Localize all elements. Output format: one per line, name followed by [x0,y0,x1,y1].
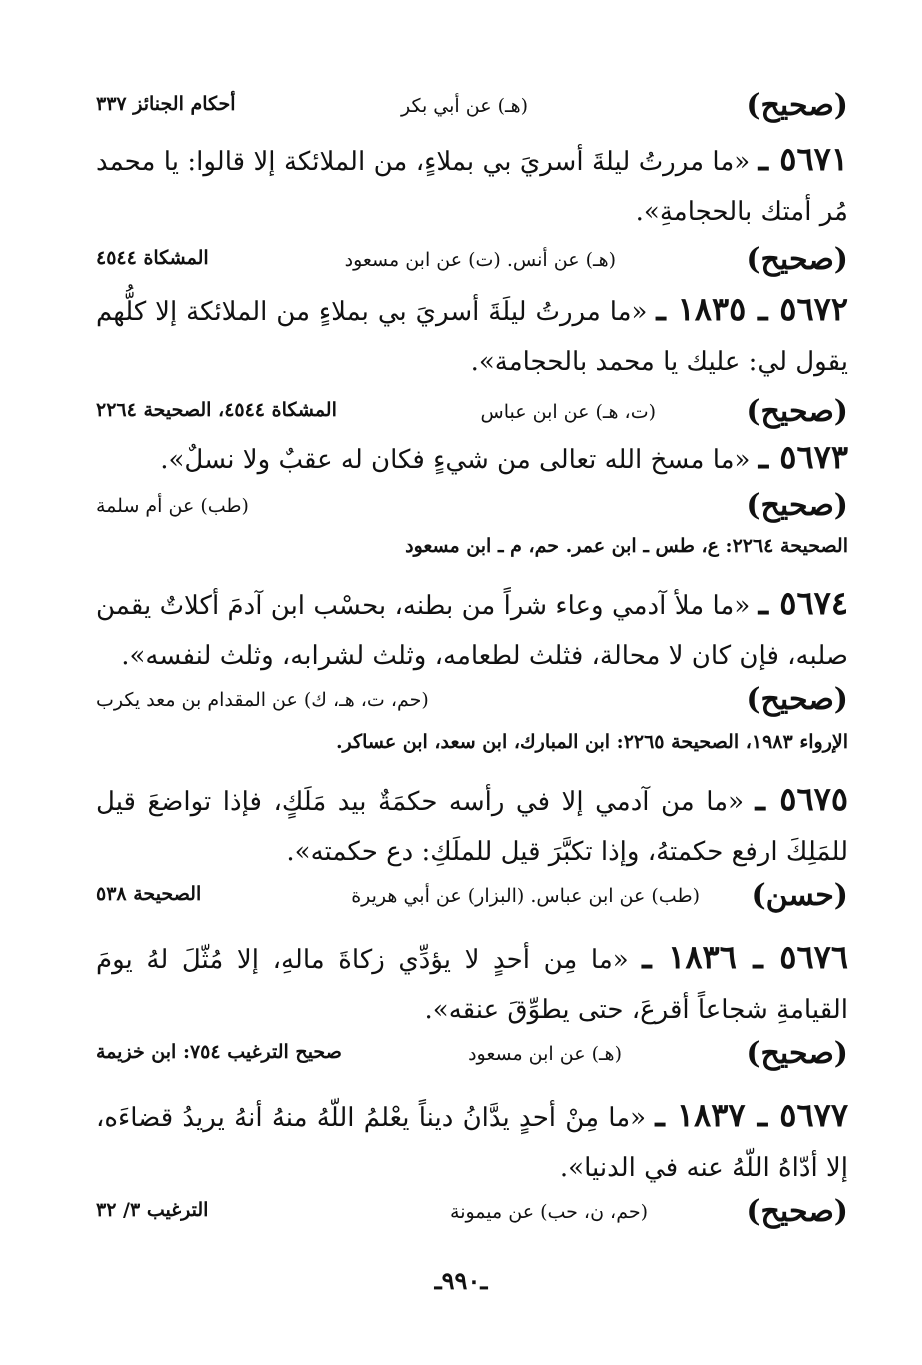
source-text: (ت، هـ) عن ابن عباس [480,401,656,423]
page-number: ـ٩٩٠ـ [434,1266,488,1295]
grade-line [96,392,848,436]
grade-line [96,240,848,284]
grade-label: (صحيح) [746,1036,848,1071]
hadith-text: «ما مررتُ ليلَةَ أسريَ بي بملاءٍ من الملائكة إلا كلُّهم يقول لي: عليك يا محمد بالحجامة». [96,297,848,377]
hadith-number: ٥٦٧١ ـ [758,140,849,178]
grade-line [96,876,848,920]
reference-text: صحيح الترغيب ٧٥٤: ابن خزيمة [96,1041,342,1063]
grade-label: (صحيح) [746,682,848,717]
hadith-number: ٥٦٧٢ ـ ١٨٣٥ ـ [656,290,849,328]
grade-label: (حسن) [751,878,848,913]
grade-line [96,486,848,530]
reference-text: أحكام الجنائز ٣٣٧ [96,93,236,115]
reference-text: المشكاة ٤٥٤٤، الصحيحة ٢٢٦٤ [96,399,337,421]
extra-reference: الإرواء ١٩٨٣، الصحيحة ٢٢٦٥: ابن المبارك، ابن سعد، ابن عساكر. [335,731,848,753]
hadith-number: ٥٦٧٧ ـ ١٨٣٧ ـ [655,1096,849,1134]
source-text: (طب) عن أم سلمة [96,495,249,517]
source-text: (طب) عن ابن عباس. (البزار) عن أبي هريرة [351,885,700,907]
hadith-number: ٥٦٧٤ ـ [758,584,848,622]
hadith-entry [96,932,848,1035]
source-text: (هـ) عن ابن مسعود [468,1043,622,1065]
hadith-entry [96,284,848,387]
hadith-entry [96,134,848,237]
hadith-number: ٥٦٧٦ ـ ١٨٣٦ ـ [642,938,849,976]
extra-reference: الصحيحة ٢٢٦٤: ع، طس ـ ابن عمر. حم، م ـ ابن مسعود [405,535,848,557]
grade-label: (صحيح) [746,242,848,277]
reference-text: الترغيب ٣/ ٣٢ [96,1199,209,1221]
hadith-number: ٥٦٧٥ ـ [755,780,849,818]
source-text: (هـ) عن أنس. (ت) عن ابن مسعود [344,249,616,271]
hadith-entry [96,1090,848,1193]
source-text: (هـ) عن أبي بكر [401,95,528,117]
grade-label: (صحيح) [746,1194,848,1229]
hadith-text: «ما مررتُ ليلةَ أسريَ بي بملاءٍ، من الملائكة إلا قالوا: يا محمد مُر أمتك بالحجامةِ». [96,147,848,227]
page-header [96,86,848,130]
grade-line [96,680,848,724]
grade-label: (صحيح) [746,394,848,429]
hadith-entry [96,432,848,485]
hadith-text: «ما مِن أحدٍ لا يؤدِّي زكاةَ مالهِ، إلا مُثّلَ لهُ يومَ القيامةِ شجاعاً أقرعَ، حتى يطوِّقَ عنقه». [96,945,848,1025]
grade-label: (صحيح) [746,88,848,123]
source-text: (حم، ت، هـ، ك) عن المقدام بن معد يكرب [96,689,429,711]
hadith-text: «ما مِنْ أحدٍ يدَّانُ ديناً يعْلمُ اللّهُ منهُ أنهُ يريدُ قضاءَه، إلا أدّاهُ اللّهُ عنه في الدنيا». [96,1103,848,1183]
hadith-entry [96,774,848,877]
hadith-text: «ما من آدمي إلا في رأسه حكمَةٌ بيد مَلَكٍ، فإذا تواضعَ قيل للمَلِكَ ارفع حكمتهُ، وإذا تكبَّرَ قيل للملَكِ: دع حكمته». [96,787,848,867]
reference-text: الصحيحة ٥٣٨ [96,883,202,905]
hadith-text: «ما ملأ آدمي وعاء شراً من بطنه، بحسْب ابن آدمَ أكلاتٌ يقمن صلبه، فإن كان لا محالة، فثلث لطعامه، وثلث لشرابه، وثلث لنفسه». [96,591,848,671]
grade-line [96,1192,848,1236]
source-text: (حم، ن، حب) عن ميمونة [450,1201,648,1223]
hadith-number: ٥٦٧٣ ـ [758,438,848,476]
hadith-text: «ما مسخ الله تعالى من شيءٍ فكان له عقبٌ ولا نسلٌ». [160,445,751,475]
reference-text: المشكاة ٤٥٤٤ [96,247,209,269]
grade-label: (صحيح) [746,488,848,523]
grade-line [96,1034,848,1078]
hadith-entry [96,578,848,681]
